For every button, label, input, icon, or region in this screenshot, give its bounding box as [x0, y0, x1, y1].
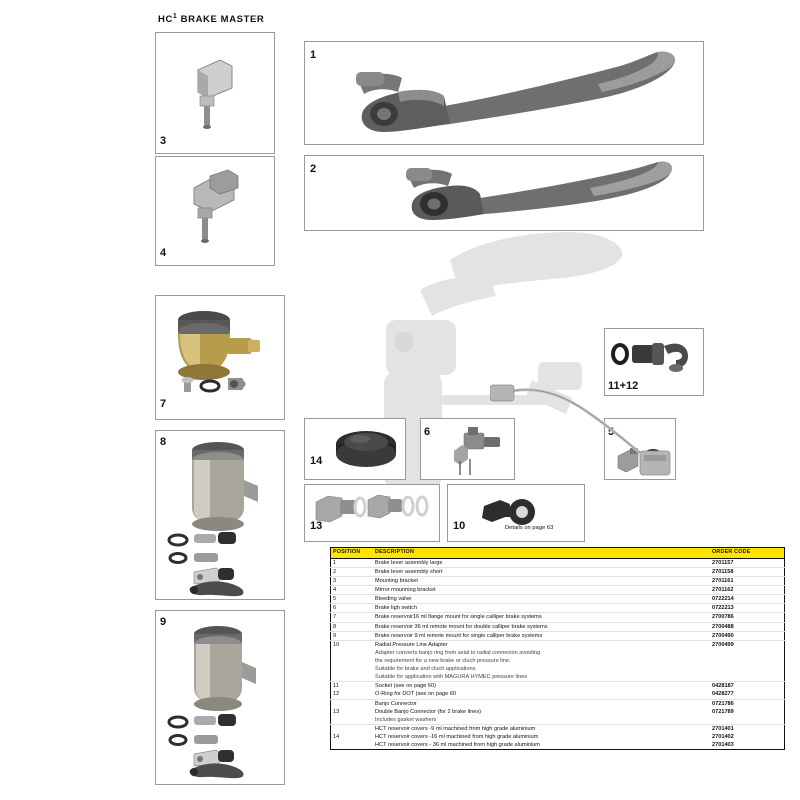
- cell-position: 4: [331, 586, 374, 595]
- brake-lever-large-illustration: [340, 46, 680, 142]
- cell-description: Adapter converts banjo ring from axial to radial connecion avoiding: [375, 649, 541, 656]
- table-header-row: [331, 548, 785, 559]
- cell-description: O-Ring for DOT (see on page 60: [373, 690, 710, 699]
- callout-9: 9: [160, 616, 167, 628]
- cell-description: the requirement for a new brake or cluch pressure line.: [375, 658, 511, 665]
- header-order-code: ORDER CODE: [710, 548, 785, 559]
- cell-order-code: 2700786: [710, 613, 785, 622]
- brake-reservoir-9ml-illustration: [160, 614, 284, 782]
- table-row: [331, 577, 785, 586]
- cell-position: [331, 716, 374, 725]
- cell-description: Mounting bracket: [373, 577, 710, 586]
- callout-2: 2: [310, 163, 317, 175]
- cell-description: HCT reservoir covers -9 ml machined from high grade aluminium: [375, 725, 536, 732]
- cell-position: 12: [331, 690, 374, 699]
- banjo-connector-illustration: [310, 488, 436, 532]
- table-row: [331, 708, 785, 716]
- cell-description: HCT reservoir covers - 36 ml machined from high grade aluminium: [375, 742, 540, 749]
- cell-description: Suitable for brake and cluch applications: [375, 666, 476, 673]
- table-row: [331, 673, 785, 682]
- table-row: [331, 682, 785, 691]
- callout-13: 13: [310, 520, 323, 532]
- page-title-prefix: HC: [158, 14, 173, 26]
- callout-3: 3: [160, 135, 167, 147]
- mounting-bracket-illustration: [178, 52, 258, 144]
- socket-oring-illustration: [608, 332, 702, 380]
- table-row: [331, 741, 785, 750]
- callout-11-12: 11+12: [608, 380, 639, 392]
- cell-description: Mirror mounning bracket: [373, 586, 710, 595]
- cell-order-code: [710, 649, 785, 657]
- cell-description: Brake reservoir 36 ml remote mount for double calliper brake systems: [373, 622, 710, 631]
- cell-order-code: 0722213: [710, 604, 785, 613]
- table-row: [331, 640, 785, 649]
- table-row: [331, 567, 785, 576]
- cell-order-code: 2701401: [712, 725, 734, 732]
- cell-order-code: 2701161: [710, 577, 785, 586]
- page-title-sup: 1: [172, 13, 178, 20]
- cell-position: 11: [333, 683, 339, 690]
- cell-order-code: 2700499: [712, 641, 734, 648]
- cell-order-code: [710, 657, 785, 665]
- cell-description: HCT reservoir covers -16 ml machined from high grade aluminium: [375, 734, 539, 741]
- table-row: [331, 657, 785, 665]
- cell-description: Brake reservoir 9 ml remote mount for single calliper brake systems: [373, 631, 710, 640]
- brake-reservoir-16ml-illustration: [162, 300, 282, 400]
- callout-10: 10: [453, 520, 466, 532]
- cell-position: 14: [333, 734, 340, 741]
- callout-4: 4: [160, 247, 167, 259]
- header-description: DESCRIPTION: [373, 548, 710, 559]
- cell-position: [331, 657, 374, 665]
- parts-table: [330, 547, 785, 750]
- cell-description: Brake lever assembly short: [373, 567, 710, 576]
- brake-lever-short-illustration: [400, 158, 675, 228]
- cell-position: 13: [333, 708, 340, 715]
- page-title: [158, 13, 264, 25]
- detail-note: Details on page 63: [505, 525, 554, 531]
- cell-position: 2: [331, 567, 374, 576]
- cell-order-code: [710, 665, 785, 673]
- callout-6: 6: [424, 426, 431, 438]
- table-row: [331, 595, 785, 604]
- radial-pressure-line-adapter-illustration: [480, 492, 550, 532]
- cell-description: Bleeding valve: [373, 595, 710, 604]
- table-row: [331, 649, 785, 657]
- cell-order-code: 2701402: [712, 734, 734, 741]
- cell-order-code: 2700488: [710, 622, 785, 631]
- table-row: [331, 733, 785, 741]
- cell-description: Socket (see on page 60): [375, 683, 436, 690]
- cell-description: Includes gasket washers: [373, 716, 710, 725]
- cell-order-code: 0428277: [710, 690, 785, 699]
- cell-description: Brake lever assembly large: [373, 558, 710, 567]
- table-row: [331, 716, 785, 725]
- cell-position: 8: [331, 622, 374, 631]
- table-row: [331, 586, 785, 595]
- table-row: [331, 699, 785, 708]
- cell-position: 3: [331, 577, 374, 586]
- table-row: [331, 558, 785, 567]
- cell-order-code: 2700490: [710, 631, 785, 640]
- cell-order-code: 2701162: [710, 586, 785, 595]
- callout-5: 5: [608, 426, 615, 438]
- reservoir-cover-illustration: [330, 424, 402, 474]
- cell-position: 5: [331, 595, 374, 604]
- cell-position: 10: [333, 641, 340, 648]
- cell-description: Brake reservoir16 ml flange mount for single calliper brake systems: [373, 613, 710, 622]
- cell-position: [331, 665, 374, 673]
- cell-order-code: 2701403: [712, 742, 734, 749]
- cell-description: Banjo Connector: [375, 700, 417, 707]
- brake-reservoir-36ml-illustration: [160, 432, 284, 598]
- table-row: [331, 665, 785, 673]
- table-row: [331, 724, 785, 733]
- table-row: [331, 690, 785, 699]
- cell-order-code: 0721786: [712, 700, 734, 707]
- header-position: POSITION: [331, 548, 374, 559]
- table-row: [331, 631, 785, 640]
- cell-position: [331, 741, 374, 750]
- callout-14: 14: [310, 455, 323, 467]
- table-row: [331, 604, 785, 613]
- cell-description: Radial Pressure Line Adapter: [375, 641, 448, 648]
- callout-8: 8: [160, 436, 167, 448]
- cell-order-code: 2701158: [710, 567, 785, 576]
- callout-1: 1: [310, 49, 317, 61]
- cell-order-code: [710, 673, 785, 682]
- cell-order-code: 0722214: [710, 595, 785, 604]
- cell-order-code: 0721789: [712, 708, 734, 715]
- cell-position: 7: [331, 613, 374, 622]
- mirror-mounting-bracket-illustration: [180, 164, 264, 254]
- cell-position: [331, 699, 374, 708]
- cell-position: 9: [331, 631, 374, 640]
- cell-position: [331, 724, 374, 733]
- cell-position: 6: [331, 604, 374, 613]
- cell-position: [331, 673, 374, 682]
- cell-order-code: [710, 716, 785, 725]
- table-row: [331, 613, 785, 622]
- cell-description: Double Banjo Connector (for 2 brake lines): [375, 708, 482, 715]
- table-body: [331, 558, 785, 749]
- cell-position: 1: [331, 558, 374, 567]
- cell-position: [331, 649, 374, 657]
- table-row: [331, 622, 785, 631]
- page-title-rest: BRAKE MASTER: [177, 14, 265, 26]
- cell-description: Brake ligh switch: [373, 604, 710, 613]
- cell-order-code: 0428187: [712, 683, 734, 690]
- cell-order-code: 2701157: [710, 558, 785, 567]
- callout-7: 7: [160, 398, 167, 410]
- cell-description: Suitable for application with MAGURA HYMEC pressure lines: [373, 673, 710, 682]
